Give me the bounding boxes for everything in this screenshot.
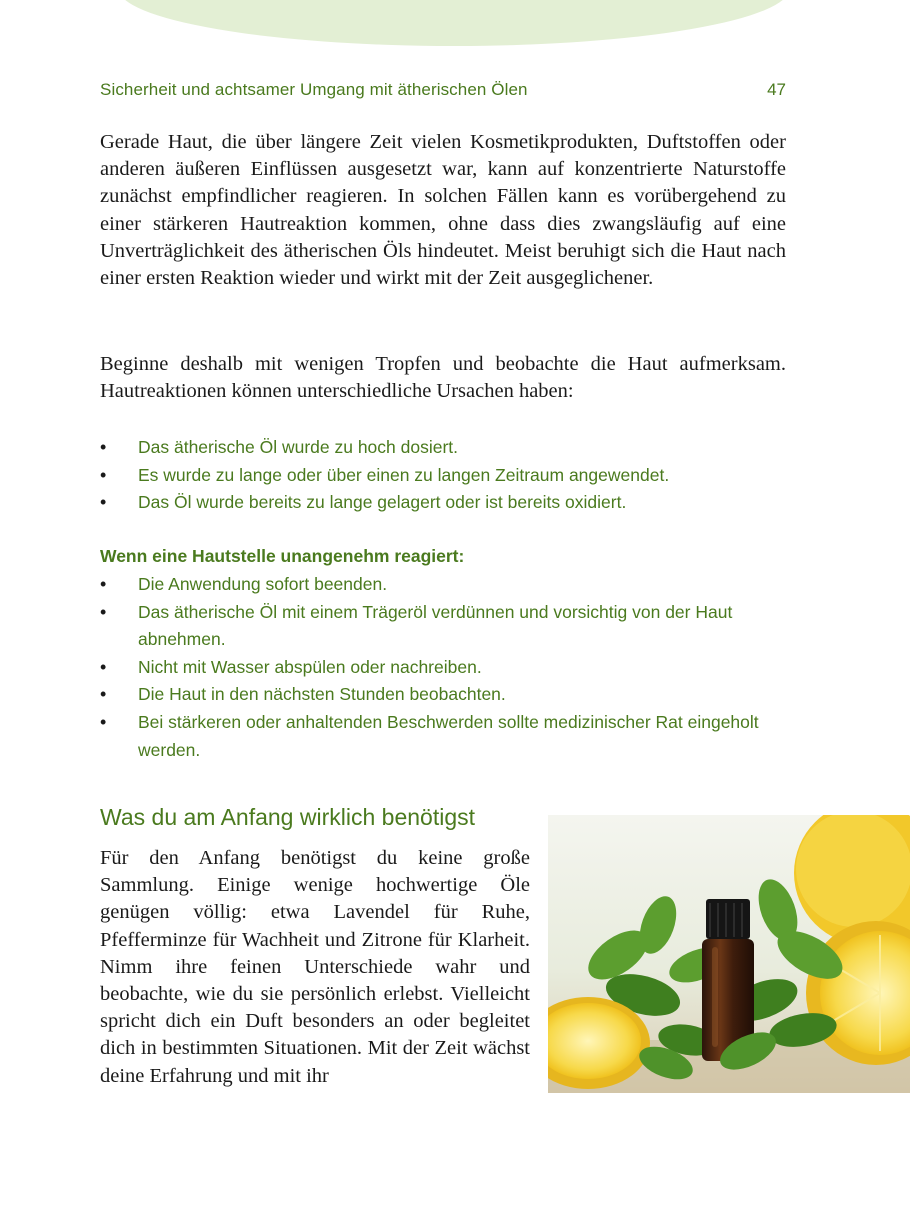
- list-item: • Das Öl wurde bereits zu lange gelagert oder ist bereits oxidiert.: [100, 489, 786, 517]
- paragraph-start-small: Beginne deshalb mit wenigen Tropfen und beobachte die Haut aufmerksam. Hautreaktionen können unterschiedliche Ursachen haben:: [100, 353, 786, 403]
- list-item: • Es wurde zu lange oder über einen zu langen Zeitraum angewendet.: [100, 462, 786, 490]
- causes-list: [100, 434, 786, 517]
- list-item: • Die Anwendung sofort beenden.: [100, 571, 786, 599]
- header-decoration-arc: [118, 0, 790, 46]
- essential-oil-photo: [548, 815, 910, 1093]
- reaction-heading: Wenn eine Hautstelle unangenehm reagiert:: [100, 546, 465, 566]
- section-heading: Was du am Anfang wirklich benötigst: [100, 804, 475, 830]
- list-item: • Nicht mit Wasser abspülen oder nachreiben.: [100, 654, 786, 682]
- page-number: 47: [767, 80, 786, 99]
- list-item: • Das ätherische Öl mit einem Trägeröl verdünnen und vorsichtig von der Haut abnehmen.: [100, 599, 786, 654]
- paragraph-skin-sensitivity: Gerade Haut, die über längere Zeit vielen Kosmetikprodukten, Duftstoffen oder anderen äußeren Einflüssen ausgesetzt war, kann auf konzentrierte Naturstoffe zunächst empfindlicher reagieren. In solchen Fällen kann es vorübergehend zu einer stärkeren Hautreaktion kommen, ohne dass dies zwangsläufig auf eine Unverträglichkeit des ätherischen Öls hindeutet. Meist beruhigt sich die Haut nach einer ersten Reaktion wieder und wirkt mit der Zeit ausgeglichener.: [100, 131, 786, 290]
- essential-oil-bottle-with-mint-and-lemon-icon: [548, 815, 910, 1093]
- list-item: • Bei stärkeren oder anhaltenden Beschwerden sollte medizinischer Rat eingeholt werden.: [100, 709, 786, 764]
- reaction-steps-list: [100, 571, 786, 764]
- list-item: • Das ätherische Öl wurde zu hoch dosiert.: [100, 434, 786, 462]
- list-item: • Die Haut in den nächsten Stunden beobachten.: [100, 681, 786, 709]
- paragraph-beginner-oils: Für den Anfang benötigst du keine große Sammlung. Einige wenige hochwertige Öle genügen völlig: etwa Lavendel für Ruhe, Pfefferminze für Wachheit und Zitrone für Klarheit. Nimm ihre feinen Unterschiede wahr und beobachte, wie du sie persönlich erlebst. Vielleicht spricht dich ein Duft besonders an oder begleitet dich in bestimmten Situationen. Mit der Zeit wächst deine Erfahrung und mit ihr: [100, 847, 530, 1087]
- running-header-title: Sicherheit und achtsamer Umgang mit ätherischen Ölen: [100, 80, 528, 99]
